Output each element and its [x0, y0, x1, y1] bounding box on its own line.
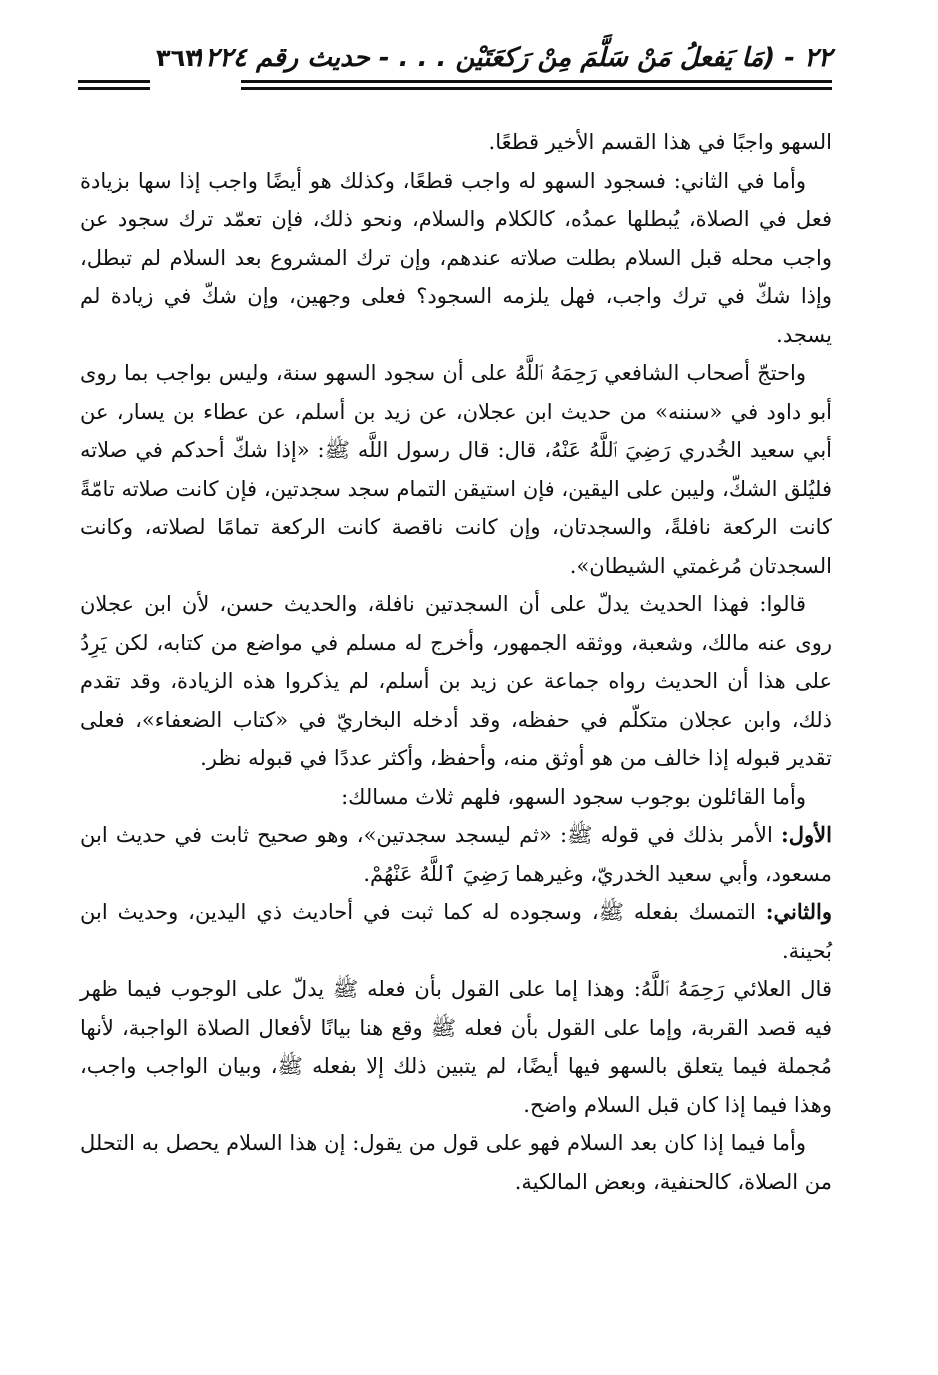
point-label: والثاني: — [765, 899, 832, 924]
paragraph-text: التمسك بفعله ﷺ، وسجوده له كما ثبت في أحاديث ذي اليدين، وحديث ابن بُحينة. — [80, 900, 832, 963]
paragraph: قالوا: فهذا الحديث يدلّ على أن السجدتين نافلة، والحديث حسن، لأن ابن عجلان روى عنه مالك، وشعبة، ووثقه الجمهور، وأخرج له مسلم في مواضع من كتابه، لكن يَرِدُ على هذا أن الحديث رواه جماعة عن زيد بن أسلم، لم يذكروا هذه الزيادة، وقد تقدم ذلك، وابن عجلان متكلّم في حفظه، وقد أدخله البخاريّ في «كتاب الضعفاء»، فعلى تقدير قبوله إذا خالف من هو أوثق منه، وأحفظ، وأكثر عددًا في قبوله نظر. — [80, 592, 832, 770]
point-label: الأول: — [781, 822, 832, 847]
body-text — [80, 123, 832, 1201]
paragraph: وأما القائلون بوجوب سجود السهو، فلهم ثلاث مسالك: — [341, 784, 806, 809]
paragraph — [80, 816, 832, 893]
header-rule — [78, 80, 150, 83]
chapter-title: ٢٢ - (مَا يَفعلُ مَنْ سَلَّمَ مِنْ رَكعَتَيْن . . . - حديث رقم ١٢٢٤ — [191, 43, 832, 73]
paragraph: السهو واجبًا في هذا القسم الأخير قطعًا. — [488, 130, 832, 154]
paragraph: واحتجّ أصحاب الشافعي رَحِمَهُ ٱللَّهُ على أن سجود السهو سنة، وليس بواجب بما روى أبو داود في «سننه» من حديث ابن عجلان، عن زيد بن أسلم، عن عطاء بن يسار، عن أبي سعيد الخُدري رَضِيَ ٱللَّهُ عَنْهُ، قال: قال رسول اللَّه ﷺ: «إذا شكّ أحدكم في صلاته فليُلق الشكّ، وليبن على اليقين، فإن استيقن التمام سجد سجدتين، فإن كانت صلاته تامّةً كانت الركعة نافلةً، والسجدتان، وإن كانت ناقصة كانت الركعة تمامًا لصلاته، وكانت السجدتان مُرغمتي الشيطان». — [80, 361, 832, 578]
running-header — [78, 40, 832, 100]
header-rule — [241, 87, 832, 90]
paragraph: قال العلائي رَحِمَهُ ٱللَّهُ: وهذا إما على القول بأن فعله ﷺ يدلّ على الوجوب فيما ظهر فيه قصد القربة، وإما على القول بأن فعله ﷺ وقع هنا بيانًا لأفعال الصلاة الواجبة، لأنها مُجملة فيما يتعلق بالسهو فيها أيضًا، لم يتبين ذلك إلا بفعله ﷺ، وبيان الواجب واجب، وهذا فيما إذا كان قبل السلام واضح. — [80, 977, 832, 1117]
paragraph — [80, 893, 832, 970]
header-rule — [78, 87, 150, 90]
paragraph: وأما في الثاني: فسجود السهو له واجب قطعًا، وكذلك هو أيضًا واجب إذا سها بزيادة فعل في الصلاة، يُبطلها عمدُه، كالكلام والسلام، ونحو ذلك، فإن تعمّد ترك سجود عن واجب محله قبل السلام بطلت صلاته عندهم، وإن ترك المشروع بعد السلام لم تبطل، وإذا شكّ في ترك واجب، فهل يلزمه السجود؟ فعلى وجهين، وإن شكّ في زيادة لم يسجد. — [80, 168, 832, 347]
header-rule — [241, 80, 832, 83]
paragraph-text: الأمر بذلك في قوله ﷺ: «ثم ليسجد سجدتين»، وهو صحيح ثابت في حديث ابن مسعود، وأبي سعيد الخدريّ، وغيرهما رَضِيَ ٱللَّهُ عَنْهُمْ. — [80, 823, 832, 886]
page-number: ٣٦٣ — [156, 44, 200, 72]
paragraph: وأما فيما إذا كان بعد السلام فهو على قول من يقول: إن هذا السلام يحصل به التحلل من الصلاة، كالحنفية، وبعض المالكية. — [80, 1131, 832, 1194]
